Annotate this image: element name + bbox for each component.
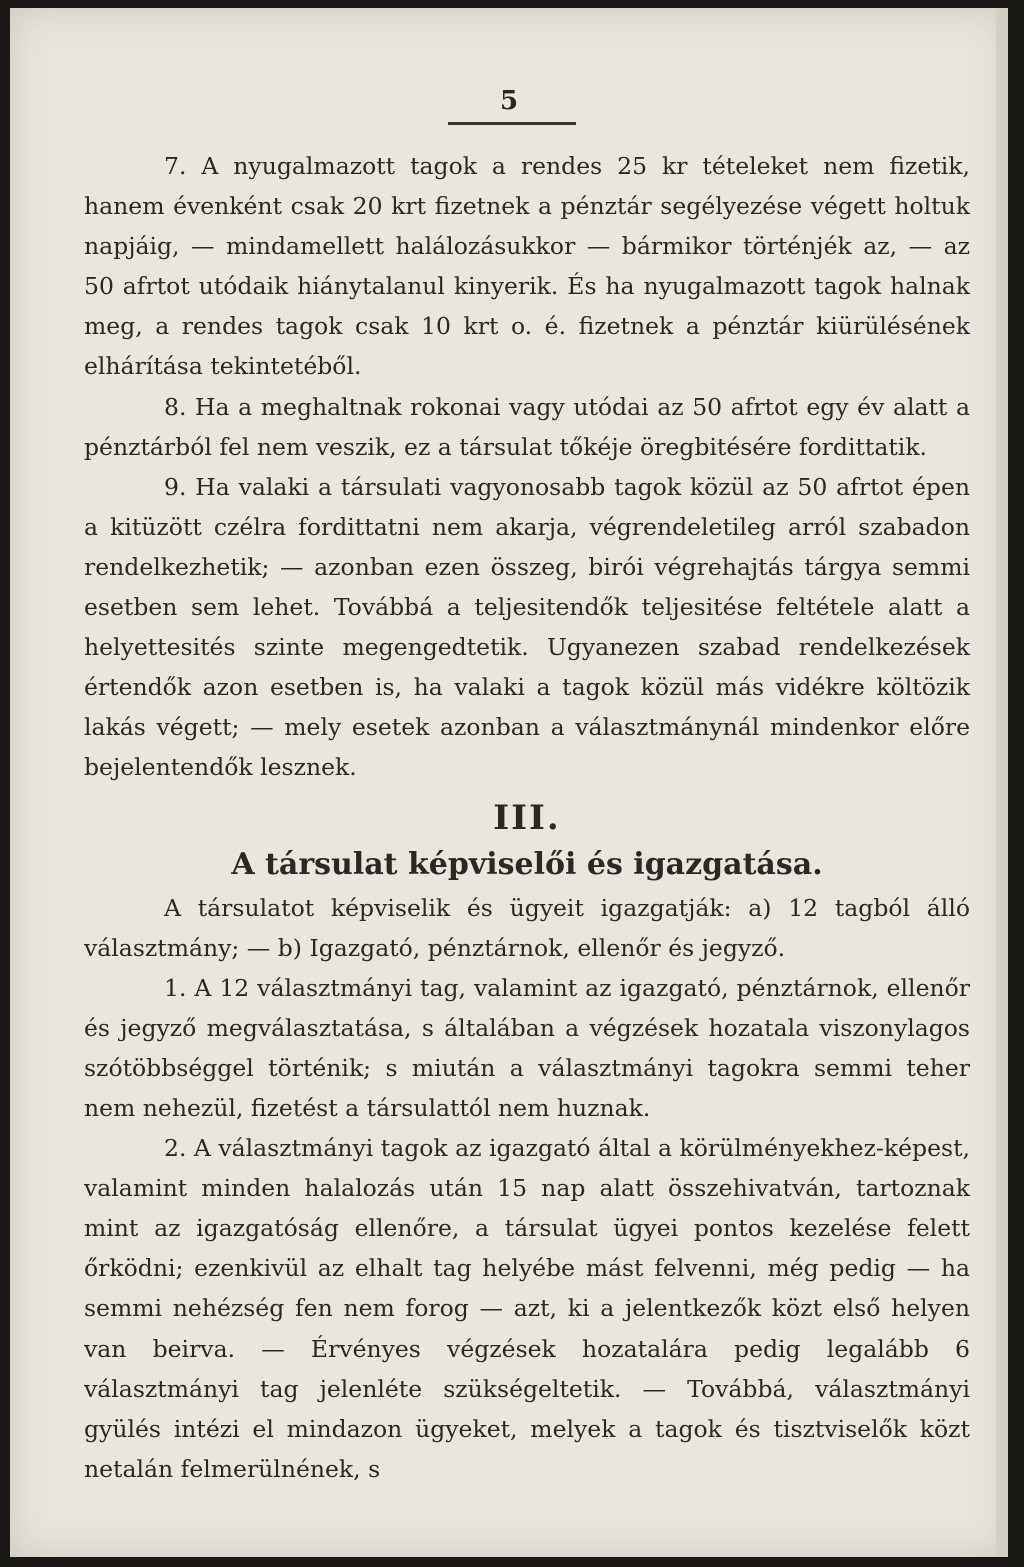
paragraph-2: 2. A választmányi tagok az igazgató által a körülményekhez-képest, valamint minden halalozás után 15 nap alatt összehivatván, tartoznak mint az igazgatóság ellenőre, a társulat ügyei pontos kezelése felett őrködni; ezenkivül az elhalt tag helyébe mást felvenni, még pedig — ha semmi nehézség fen nem forog — azt, ki a jelentkezők közt első helyen van beirva. — Érvényes végzések hozatalára pedig legalább 6 választmányi tag jelenléte szükségeltetik. — Továbbá, választmányi gyülés intézi el mindazon ügyeket, melyek a tagok és tisztviselők közt netalán felmerülnének, s — [84, 1134, 970, 1483]
page-number: 5 — [499, 86, 519, 116]
document-page — [10, 8, 1008, 1557]
paragraph-8: 8. Ha a meghaltnak rokonai vagy utódai az 50 afrtot egy év alatt a pénztárból fel nem veszik, ez a társulat tőkéje öregbitésére fordittatik. — [84, 392, 970, 461]
paragraph-7: 7. A nyugalmazott tagok a rendes 25 kr tételeket nem fizetik, hanem évenként csak 20 krt fizetnek a pénztár segélyezése végett holtuk napjáig, — mindamellett halálozásukkor — bármikor történjék az, — az 50 afrtot utódaik hiánytalanul kinyerik. És ha nyugalmazott tagok halnak meg, a rendes tagok csak 10 krt o. é. fizetnek a pénztár kiürülésének elhárítása tekintetéből. — [84, 152, 970, 381]
section-intro: A társulatot képviselik és ügyeit igazgatják: a) 12 tagból álló választmány; — b) Igazgató, pénztárnok, ellenőr és jegyző. — [84, 893, 970, 962]
page-edge — [996, 8, 1008, 1557]
paragraph-1: 1. A 12 választmányi tag, valamint az igazgató, pénztárnok, ellenőr és jegyző megválasztatása, s általában a végzések hozatala viszonylagos szótöbbséggel történik; s miután a választmányi tagokra semmi teher nem nehezül, fizetést a társulattól nem huznak. — [84, 973, 970, 1122]
section-title: A társulat képviselői és igazgatása. — [231, 846, 823, 882]
header-rule — [448, 122, 576, 125]
section-number: III. — [493, 797, 561, 838]
body-text — [84, 146, 970, 1489]
paragraph-9: 9. Ha valaki a társulati vagyonosabb tagok közül az 50 afrtot épen a kitüzött czélra fordittatni nem akarja, végrendeletileg arról szabadon rendelkezhetik; — azonban ezen összeg, birói végrehajtás tárgya semmi esetben sem lehet. Továbbá a teljesitendők teljesitése feltétele alatt a helyettesités szinte megengedtetik. Ugyanezen szabad rendelkezések értendők azon esetben is, ha valaki a tagok közül más vidékre költözik lakás végett; — mely esetek azonban a választmánynál mindenkor előre bejelentendők lesznek. — [84, 472, 970, 782]
